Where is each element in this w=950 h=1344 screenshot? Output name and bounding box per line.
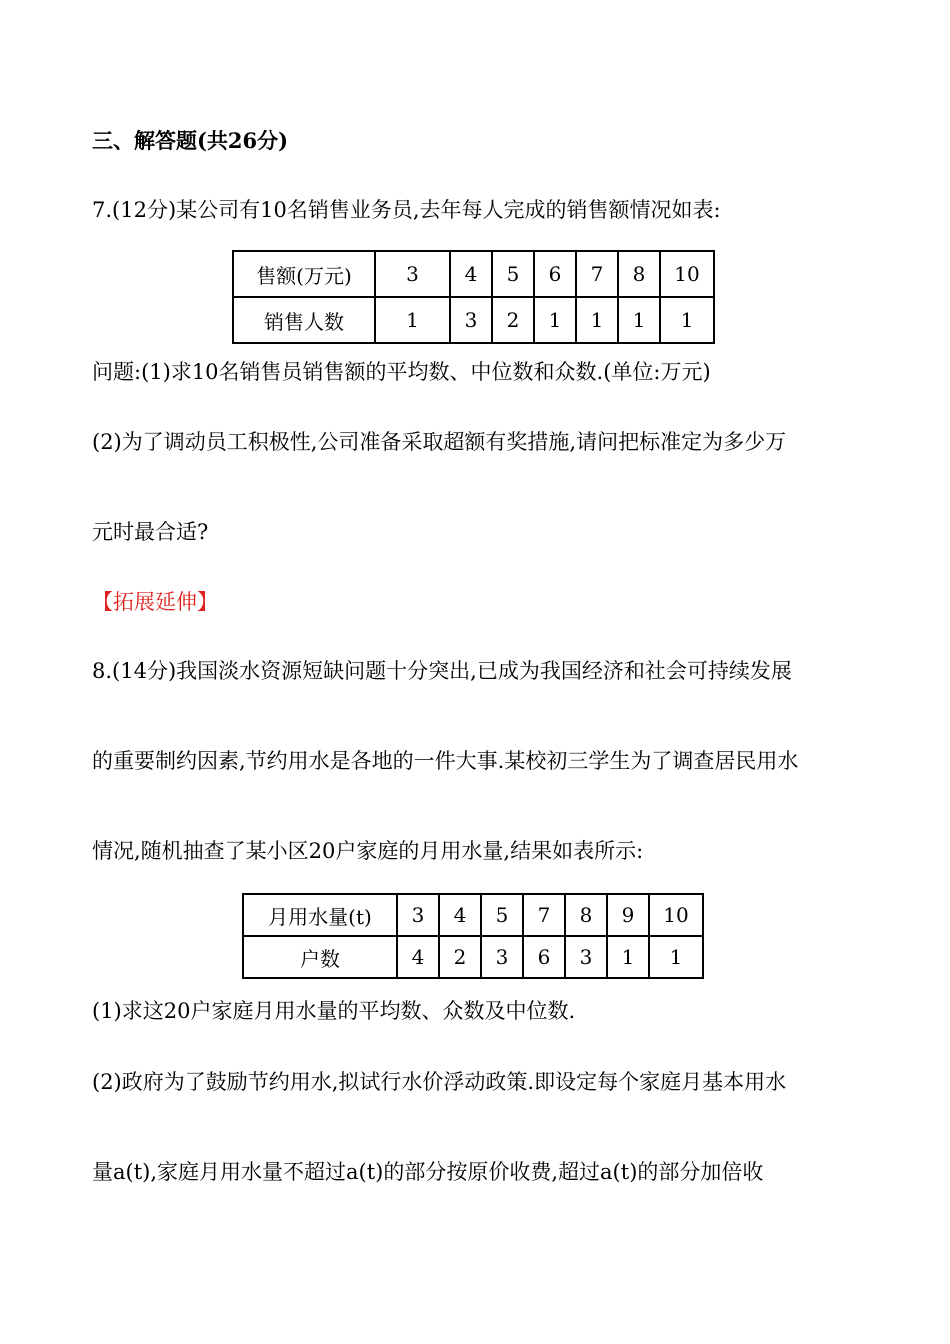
table-cell: 3 — [565, 936, 607, 978]
row-header: 月用水量(t) — [243, 894, 397, 936]
table-cell: 2 — [492, 297, 534, 343]
table-cell: 4 — [450, 251, 492, 297]
q7-part2-line2: 元时最合适? — [92, 520, 209, 544]
row-header: 售额(万元) — [233, 251, 375, 297]
q8-stem-line3: 情况,随机抽查了某小区20户家庭的月用水量,结果如表所示: — [92, 839, 644, 863]
q7-stem: 7.(12分)某公司有10名销售业务员,去年每人完成的销售额情况如表: — [92, 198, 721, 222]
table-cell: 4 — [439, 894, 481, 936]
row-header: 销售人数 — [233, 297, 375, 343]
table-cell: 8 — [565, 894, 607, 936]
sales-table — [232, 250, 715, 344]
q8-part2-line1: (2)政府为了鼓励节约用水,拟试行水价浮动政策.即设定每个家庭月基本用水 — [92, 1070, 787, 1094]
q8-part1: (1)求这20户家庭月用水量的平均数、众数及中位数. — [92, 999, 576, 1023]
table-cell: 1 — [375, 297, 450, 343]
q8-stem-line2: 的重要制约因素,节约用水是各地的一件大事.某校初三学生为了调查居民用水 — [92, 749, 799, 773]
table-cell: 3 — [481, 936, 523, 978]
table-row — [243, 894, 703, 936]
table-row — [243, 936, 703, 978]
table-cell: 10 — [660, 251, 714, 297]
table-cell: 3 — [397, 894, 439, 936]
table-cell: 6 — [534, 251, 576, 297]
table-cell: 7 — [523, 894, 565, 936]
table-cell: 1 — [649, 936, 703, 978]
table-row — [233, 251, 714, 297]
q8-part2-line2: 量a(t),家庭月用水量不超过a(t)的部分按原价收费,超过a(t)的部分加倍收 — [92, 1160, 764, 1184]
table-cell: 4 — [397, 936, 439, 978]
table-cell: 2 — [439, 936, 481, 978]
table-cell: 1 — [607, 936, 649, 978]
row-header: 户数 — [243, 936, 397, 978]
q8-stem-line1: 8.(14分)我国淡水资源短缺问题十分突出,已成为我国经济和社会可持续发展 — [92, 659, 792, 683]
table-cell: 1 — [618, 297, 660, 343]
q7-part2-line1: (2)为了调动员工积极性,公司准备采取超额有奖措施,请问把标准定为多少万 — [92, 430, 787, 454]
table-cell: 5 — [481, 894, 523, 936]
table-cell: 1 — [660, 297, 714, 343]
table-cell: 1 — [534, 297, 576, 343]
table-cell: 1 — [576, 297, 618, 343]
table-cell: 5 — [492, 251, 534, 297]
table-cell: 10 — [649, 894, 703, 936]
q7-part1: 问题:(1)求10名销售员销售额的平均数、中位数和众数.(单位:万元) — [92, 360, 711, 384]
table-cell: 8 — [618, 251, 660, 297]
table-cell: 6 — [523, 936, 565, 978]
water-usage-table — [242, 893, 704, 979]
section-heading: 三、解答题(共26分) — [92, 128, 289, 153]
table-cell: 3 — [450, 297, 492, 343]
table-row — [233, 297, 714, 343]
table-cell: 7 — [576, 251, 618, 297]
table-cell: 3 — [375, 251, 450, 297]
table-cell: 9 — [607, 894, 649, 936]
extension-heading: 【拓展延伸】 — [92, 590, 218, 614]
